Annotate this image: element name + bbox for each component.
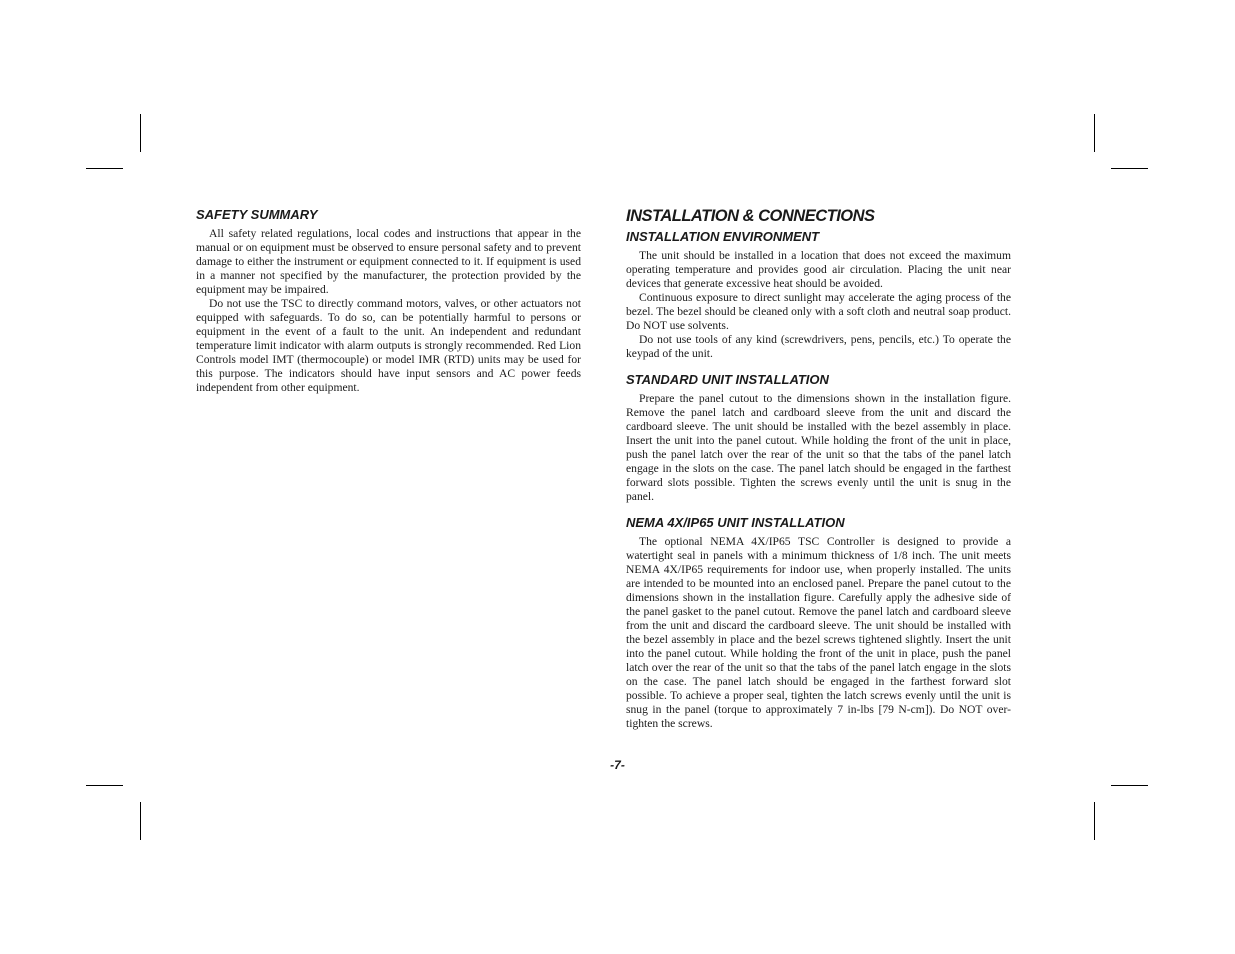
- installation-environment-paragraph: The unit should be installed in a location that does not exceed the maximum operating temperature and provides good air circulation. Placing the unit near devices that generate excessive heat should be avoided.: [626, 249, 1011, 290]
- crop-mark: [140, 114, 141, 152]
- crop-mark: [1094, 802, 1095, 840]
- right-column: [626, 206, 1011, 731]
- crop-mark: [1094, 114, 1095, 152]
- standard-installation-heading: STANDARD UNIT INSTALLATION: [626, 372, 829, 387]
- crop-mark: [1111, 785, 1148, 786]
- installation-environment-paragraph: Continuous exposure to direct sunlight may accelerate the aging process of the bezel. The bezel should be cleaned only with a soft cloth and neutral soap product. Do NOT use solvents.: [626, 291, 1011, 332]
- crop-mark: [140, 802, 141, 840]
- page-number: -7-: [610, 758, 625, 772]
- nema-installation-paragraph: The optional NEMA 4X/IP65 TSC Controller is designed to provide a watertight seal in panels with a minimum thickness of 1/8 inch. The unit meets NEMA 4X/IP65 requirements for indoor use, when properly installed. The units are intended to be mounted into an enclosed panel. Prepare the panel cutout to the dimensions shown in the installation figure. Carefully apply the adhesive side of the panel gasket to the panel cutout. Remove the panel latch and cardboard sleeve from the unit and discard the cardboard sleeve. The unit should be installed with the bezel assembly in place and the bezel screws tightened slightly. Insert the unit into the panel cutout. While holding the front of the unit in place, push the panel latch over the rear of the unit so that the tabs of the panel latch engage in the slots on the case. The panel latch should be engaged in the farthest forward slot possible. To achieve a proper seal, tighten the latch screws evenly until the unit is snug in the panel (torque to approximately 7 in-lbs [79 N-cm]). Do NOT over-tighten the screws.: [626, 535, 1011, 730]
- crop-mark: [86, 785, 123, 786]
- crop-mark: [1111, 168, 1148, 169]
- safety-summary-paragraph: Do not use the TSC to directly command motors, valves, or other actuators not equipped with safeguards. To do so, can be potentially harmful to persons or equipment in the event of a fault to the unit. An independent and redundant temperature limit indicator with alarm outputs is strongly recommended. Red Lion Controls model IMT (thermocouple) or model IMR (RTD) units may be used for this purpose. The indicators should have input sensors and AC power feeds independent from other equipment.: [196, 297, 581, 394]
- standard-installation-paragraph: Prepare the panel cutout to the dimensions shown in the installation figure. Remove the panel latch and cardboard sleeve from the unit and discard the cardboard sleeve. The unit should be installed with the bezel assembly in place. Insert the unit into the panel cutout. While holding the front of the unit in place, push the panel latch over the rear of the unit so that the tabs of the panel latch engage in the slots on the case. The panel latch should be engaged in the farthest forward slots possible. Tighten the screws evenly until the unit is snug in the panel.: [626, 392, 1011, 503]
- crop-mark: [86, 168, 123, 169]
- safety-summary-heading: SAFETY SUMMARY: [196, 207, 318, 222]
- section-title: INSTALLATION & CONNECTIONS: [626, 207, 875, 225]
- safety-summary-paragraph: All safety related regulations, local codes and instructions that appear in the manual or on equipment must be observed to ensure personal safety and to prevent damage to either the instrument or equipment connected to it. If equipment is used in a manner not specified by the manufacturer, the protection provided by the equipment may be impaired.: [196, 227, 581, 296]
- installation-environment-heading: INSTALLATION ENVIRONMENT: [626, 229, 820, 244]
- installation-environment-paragraph: Do not use tools of any kind (screwdrivers, pens, pencils, etc.) To operate the keypad of the unit.: [626, 333, 1011, 360]
- nema-installation-heading: NEMA 4X/IP65 UNIT INSTALLATION: [626, 515, 845, 530]
- left-column: [196, 206, 581, 395]
